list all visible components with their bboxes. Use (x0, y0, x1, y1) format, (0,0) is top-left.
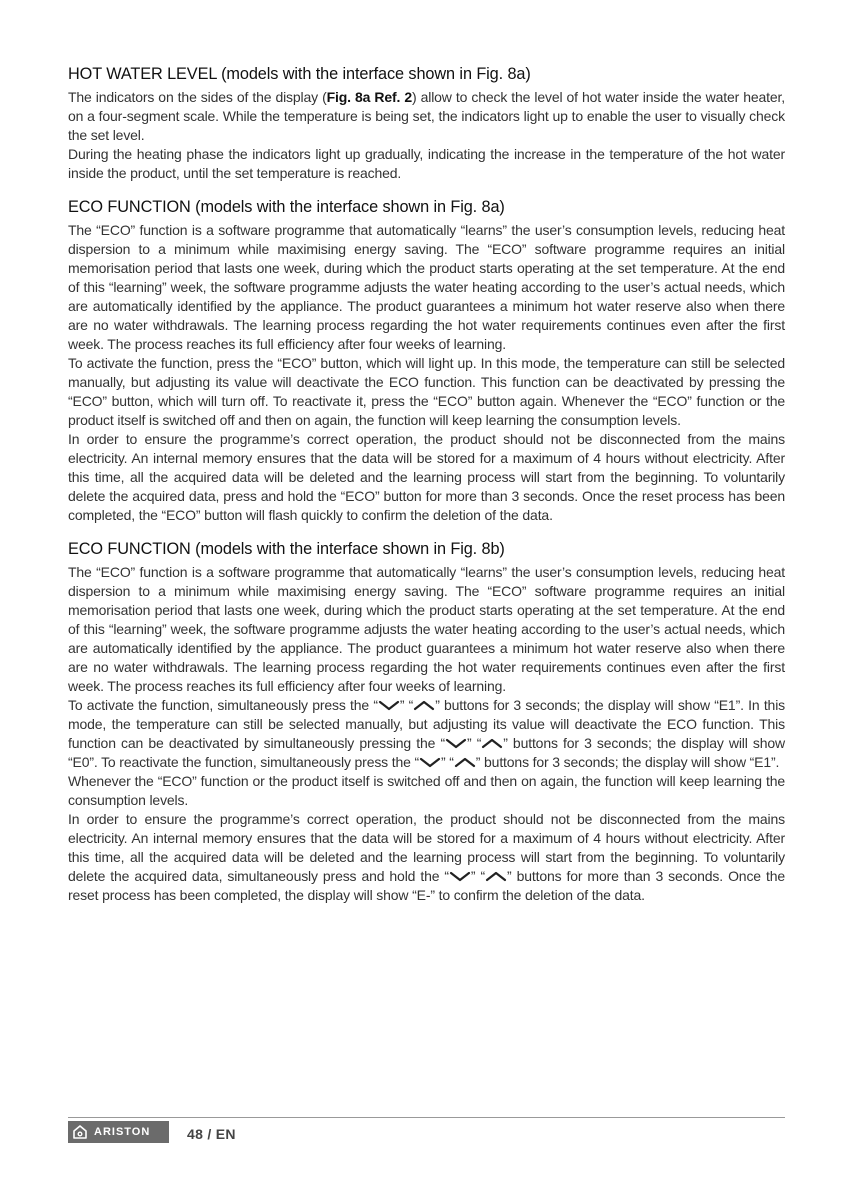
chevron-up-icon (454, 756, 476, 768)
section-hot-water-level (68, 64, 785, 183)
brand-name: ARISTON (94, 1126, 151, 1138)
figure-reference: Fig. 8a Ref. 2 (326, 89, 412, 105)
section-heading: ECO FUNCTION (models with the interface shown in Fig. 8a) (68, 198, 505, 216)
chevron-down-icon (378, 699, 400, 711)
document-body (68, 64, 785, 919)
paragraph: During the heating phase the indicators light up gradually, indicating the increase in the temperature of the hot water inside the product, until the set temperature is reached. (68, 146, 785, 181)
paragraph: The “ECO” function is a software programme that automatically “learns” the user’s consumption levels, reducing heat dispersion to a minimum while maximising energy saving. The “ECO” software programme requires an initial memorisation period that lasts one week, during which the product starts operating at the set temperature. At the end of this “learning” week, the software programme adjusts the water heating according to the user’s actual needs, which are automatically identified by the appliance. The product guarantees a minimum hot water reserve also when there are no water withdrawals. The learning process regarding the hot water requirements continues even after the first week. The process reaches its full efficiency after four weeks of learning. (68, 564, 785, 694)
chevron-up-icon (413, 699, 435, 711)
house-icon (72, 1124, 88, 1140)
paragraph: The “ECO” function is a software programme that automatically “learns” the user’s consumption levels, reducing heat dispersion to a minimum while maximising energy saving. The “ECO” software programme requires an initial memorisation period that lasts one week, during which the product starts operating at the set temperature. At the end of this “learning” week, the software programme adjusts the water heating according to the user’s actual needs, which are automatically identified by the appliance. The product guarantees a minimum hot water reserve also when there are no water withdrawals. The learning process regarding the hot water requirements continues even after the first week. The process reaches its full efficiency after four weeks of learning. (68, 222, 785, 352)
section-heading: ECO FUNCTION (models with the interface shown in Fig. 8b) (68, 540, 505, 558)
paragraph: Whenever the “ECO” function or the product itself is switched off and then on again, the function will keep learning the consumption levels. (68, 773, 785, 808)
section-eco-function-8b (68, 539, 785, 905)
chevron-down-icon (419, 756, 441, 768)
page-number: 48 / EN (187, 1126, 236, 1142)
chevron-down-icon (445, 737, 467, 749)
brand-logo (68, 1121, 169, 1143)
section-eco-function-8a (68, 197, 785, 525)
section-heading: HOT WATER LEVEL (models with the interface shown in Fig. 8a) (68, 65, 531, 83)
paragraph: In order to ensure the programme’s correct operation, the product should not be disconnected from the mains electricity. An internal memory ensures that the data will be stored for a maximum of 4 hours without electricity. After this time, all the acquired data will be deleted and the learning process will start from the beginning. To voluntarily delete the acquired data, simultaneously press and hold the “ ” “ ” buttons for more than 3 seconds. Once the reset process has been completed, the display will show “E-” to confirm the deletion of the data. (68, 811, 785, 903)
chevron-up-icon (485, 870, 507, 882)
paragraph: To activate the function, simultaneously press the “ ” “ ” buttons for 3 seconds; the display will show “E1”. In this mode, the temperature can still be selected manually, but adjusting its value will deactivate the ECO function. This function can be deactivated by simultaneously pressing the “ ” “ ” buttons for 3 seconds; the display will show “E0”. To reactivate the function, simultaneously press the “ ” “ ” buttons for 3 seconds; the display will show “E1”. (68, 697, 786, 770)
footer-divider (68, 1117, 785, 1118)
paragraph: In order to ensure the programme’s correct operation, the product should not be disconnected from the mains electricity. An internal memory ensures that the data will be stored for a maximum of 4 hours without electricity. After this time, all the acquired data will be deleted and the learning process will start from the beginning. To voluntarily delete the acquired data, press and hold the “ECO” button for more than 3 seconds. Once the reset process has been completed, the “ECO” button will flash quickly to confirm the deletion of the data. (68, 431, 785, 523)
paragraph: The indicators on the sides of the display (Fig. 8a Ref. 2) allow to check the level of hot water inside the water heater, on a four-segment scale. While the temperature is being set, the indicators light up to enable the user to visually check the set level. (68, 89, 786, 143)
chevron-up-icon (481, 737, 503, 749)
chevron-down-icon (449, 870, 471, 882)
paragraph: To activate the function, press the “ECO” button, which will light up. In this mode, the temperature can still be selected manually, but adjusting its value will deactivate the ECO function. This function can be deactivated by pressing the “ECO” button, which will turn off. To reactivate it, press the “ECO” button again. Whenever the “ECO” function or the product itself is switched off and then on again, the function will keep learning the consumption levels. (68, 355, 785, 428)
